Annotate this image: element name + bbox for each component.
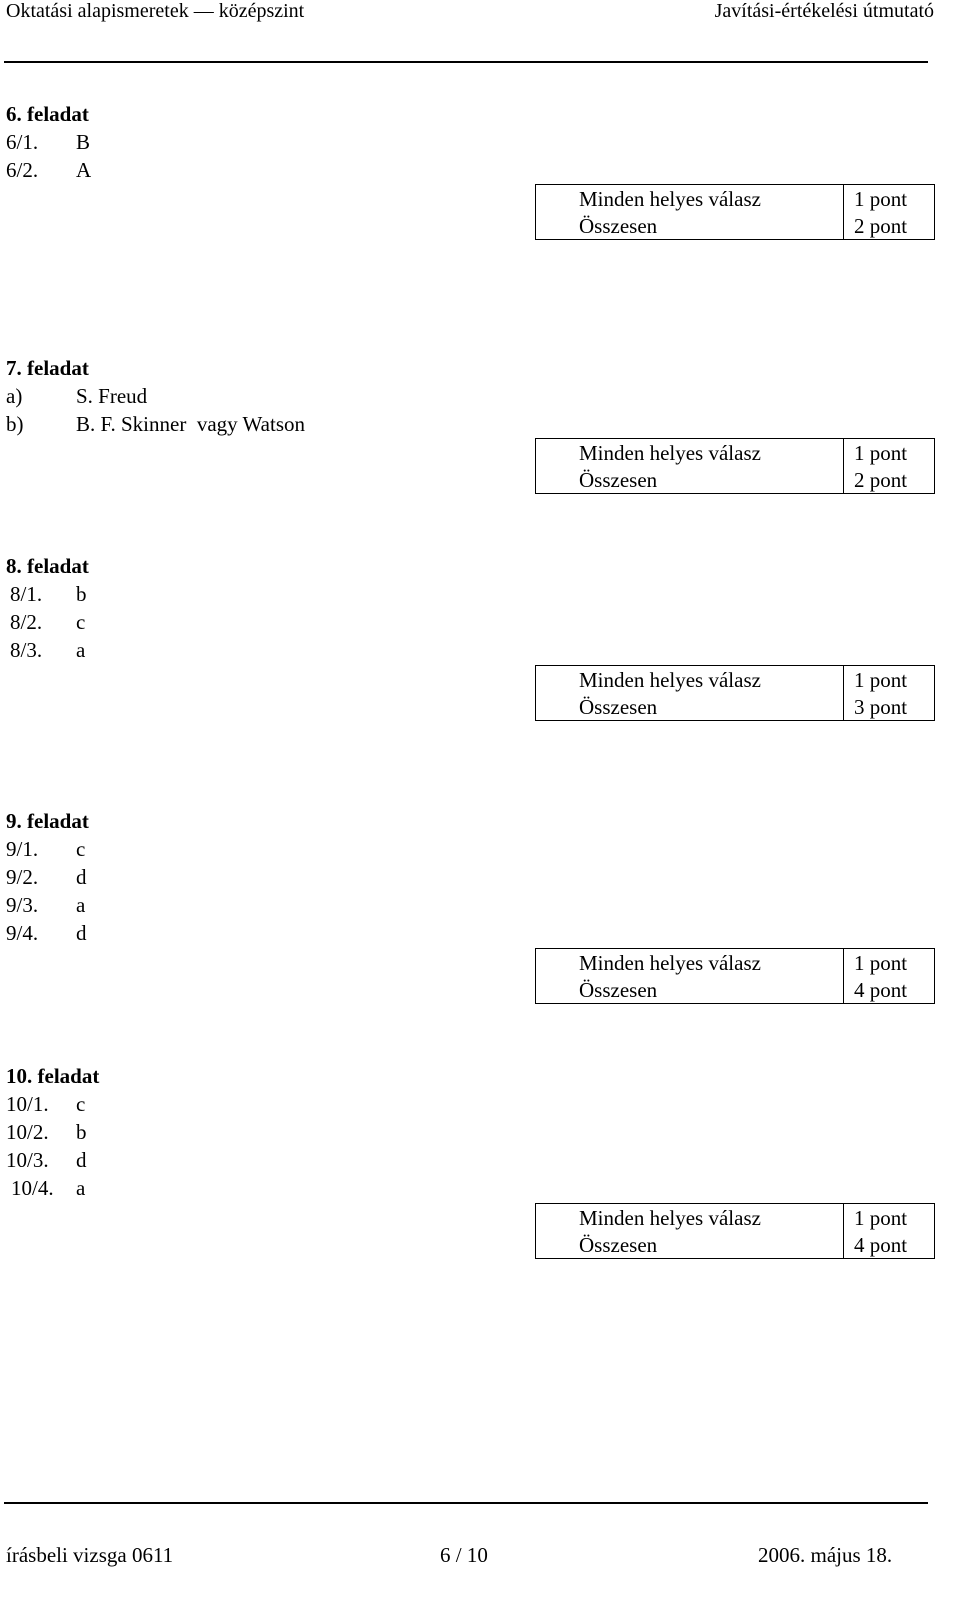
page-footer (0, 1543, 960, 1573)
answer-value: c (76, 837, 86, 861)
answer-line (6, 636, 946, 664)
score-total-label: Összesen (579, 1233, 658, 1257)
score-total-label: Összesen (579, 214, 658, 238)
task-title: 6. feladat (6, 102, 89, 126)
answer-line (6, 919, 946, 947)
footer-date: 2006. május 18. (758, 1543, 893, 1567)
task-10 (6, 1062, 946, 1202)
table-divider (843, 949, 844, 1003)
answer-value: B (76, 130, 91, 154)
answer-line (6, 891, 946, 919)
task-7 (6, 354, 946, 438)
answer-line (6, 1146, 946, 1174)
answer-value: B. F. Skinner vagy Watson (76, 412, 305, 436)
score-total-label: Összesen (579, 468, 658, 492)
table-divider (843, 1204, 844, 1258)
answer-line (6, 608, 946, 636)
task-title: 7. feladat (6, 356, 89, 380)
answer-line (6, 1090, 946, 1118)
score-table-6 (535, 184, 935, 240)
answer-value: a (76, 638, 86, 662)
answer-value: b (76, 582, 87, 606)
header-subject: Oktatási alapismeretek — középszint (6, 0, 305, 22)
task-6 (6, 100, 946, 184)
footer-divider (4, 1502, 928, 1504)
score-total-value: 4 pont (854, 978, 908, 1002)
task-title: 8. feladat (6, 554, 89, 578)
task-title: 10. feladat (6, 1064, 100, 1088)
answer-label: 6/1. (6, 130, 39, 154)
score-total-label: Összesen (579, 695, 658, 719)
answer-value: c (76, 1092, 86, 1116)
score-total-value: 2 pont (854, 468, 908, 492)
header-doc-type: Javítási-értékelési útmutató (714, 0, 934, 22)
task-9 (6, 807, 946, 947)
answer-label: 10/2. (6, 1120, 49, 1144)
answer-value: A (76, 158, 92, 182)
score-row-label: Minden helyes válasz (579, 951, 761, 975)
answer-value: c (76, 610, 86, 634)
score-total-value: 4 pont (854, 1233, 908, 1257)
answer-value: a (76, 893, 86, 917)
page-header (6, 0, 934, 26)
answer-line (6, 1174, 946, 1202)
score-total-label: Összesen (579, 978, 658, 1002)
score-row-value: 1 pont (854, 187, 908, 211)
footer-exam-code: írásbeli vizsga 0611 (6, 1543, 174, 1567)
answer-value: a (76, 1176, 86, 1200)
answer-label: 9/2. (6, 865, 39, 889)
answer-label: 8/2. (10, 610, 43, 634)
score-table-9 (535, 948, 935, 1004)
answer-line (6, 863, 946, 891)
score-row-label: Minden helyes válasz (579, 441, 761, 465)
answer-label: b) (6, 412, 24, 436)
score-total-value: 3 pont (854, 695, 908, 719)
answer-line (6, 128, 946, 156)
answer-value: d (76, 1148, 87, 1172)
score-total-value: 2 pont (854, 214, 908, 238)
score-row-value: 1 pont (854, 951, 908, 975)
table-divider (843, 185, 844, 239)
answer-value: b (76, 1120, 87, 1144)
table-divider (843, 439, 844, 493)
answer-value: S. Freud (76, 384, 148, 408)
score-row-value: 1 pont (854, 668, 908, 692)
footer-page-number: 6 / 10 (440, 1543, 488, 1567)
task-title: 9. feladat (6, 809, 89, 833)
answer-value: d (76, 921, 87, 945)
answer-label: 6/2. (6, 158, 39, 182)
answer-value: d (76, 865, 87, 889)
score-table-7 (535, 438, 935, 494)
answer-line (6, 156, 946, 184)
score-row-value: 1 pont (854, 441, 908, 465)
answer-label: 10/3. (6, 1148, 49, 1172)
answer-label: 9/3. (6, 893, 39, 917)
answer-label: a) (6, 384, 23, 408)
table-divider (843, 666, 844, 720)
score-table-8 (535, 665, 935, 721)
task-8 (6, 552, 946, 664)
score-row-label: Minden helyes válasz (579, 187, 761, 211)
score-row-value: 1 pont (854, 1206, 908, 1230)
score-row-label: Minden helyes válasz (579, 668, 761, 692)
answer-line (6, 580, 946, 608)
score-row-label: Minden helyes válasz (579, 1206, 761, 1230)
answer-label: 8/3. (10, 638, 43, 662)
answer-line (6, 382, 946, 410)
answer-line (6, 835, 946, 863)
header-divider (4, 61, 928, 63)
answer-line (6, 410, 946, 438)
answer-label: 10/4. (11, 1176, 54, 1200)
answer-label: 9/1. (6, 837, 39, 861)
answer-label: 10/1. (6, 1092, 49, 1116)
answer-label: 9/4. (6, 921, 39, 945)
answer-label: 8/1. (10, 582, 43, 606)
score-table-10 (535, 1203, 935, 1259)
answer-line (6, 1118, 946, 1146)
